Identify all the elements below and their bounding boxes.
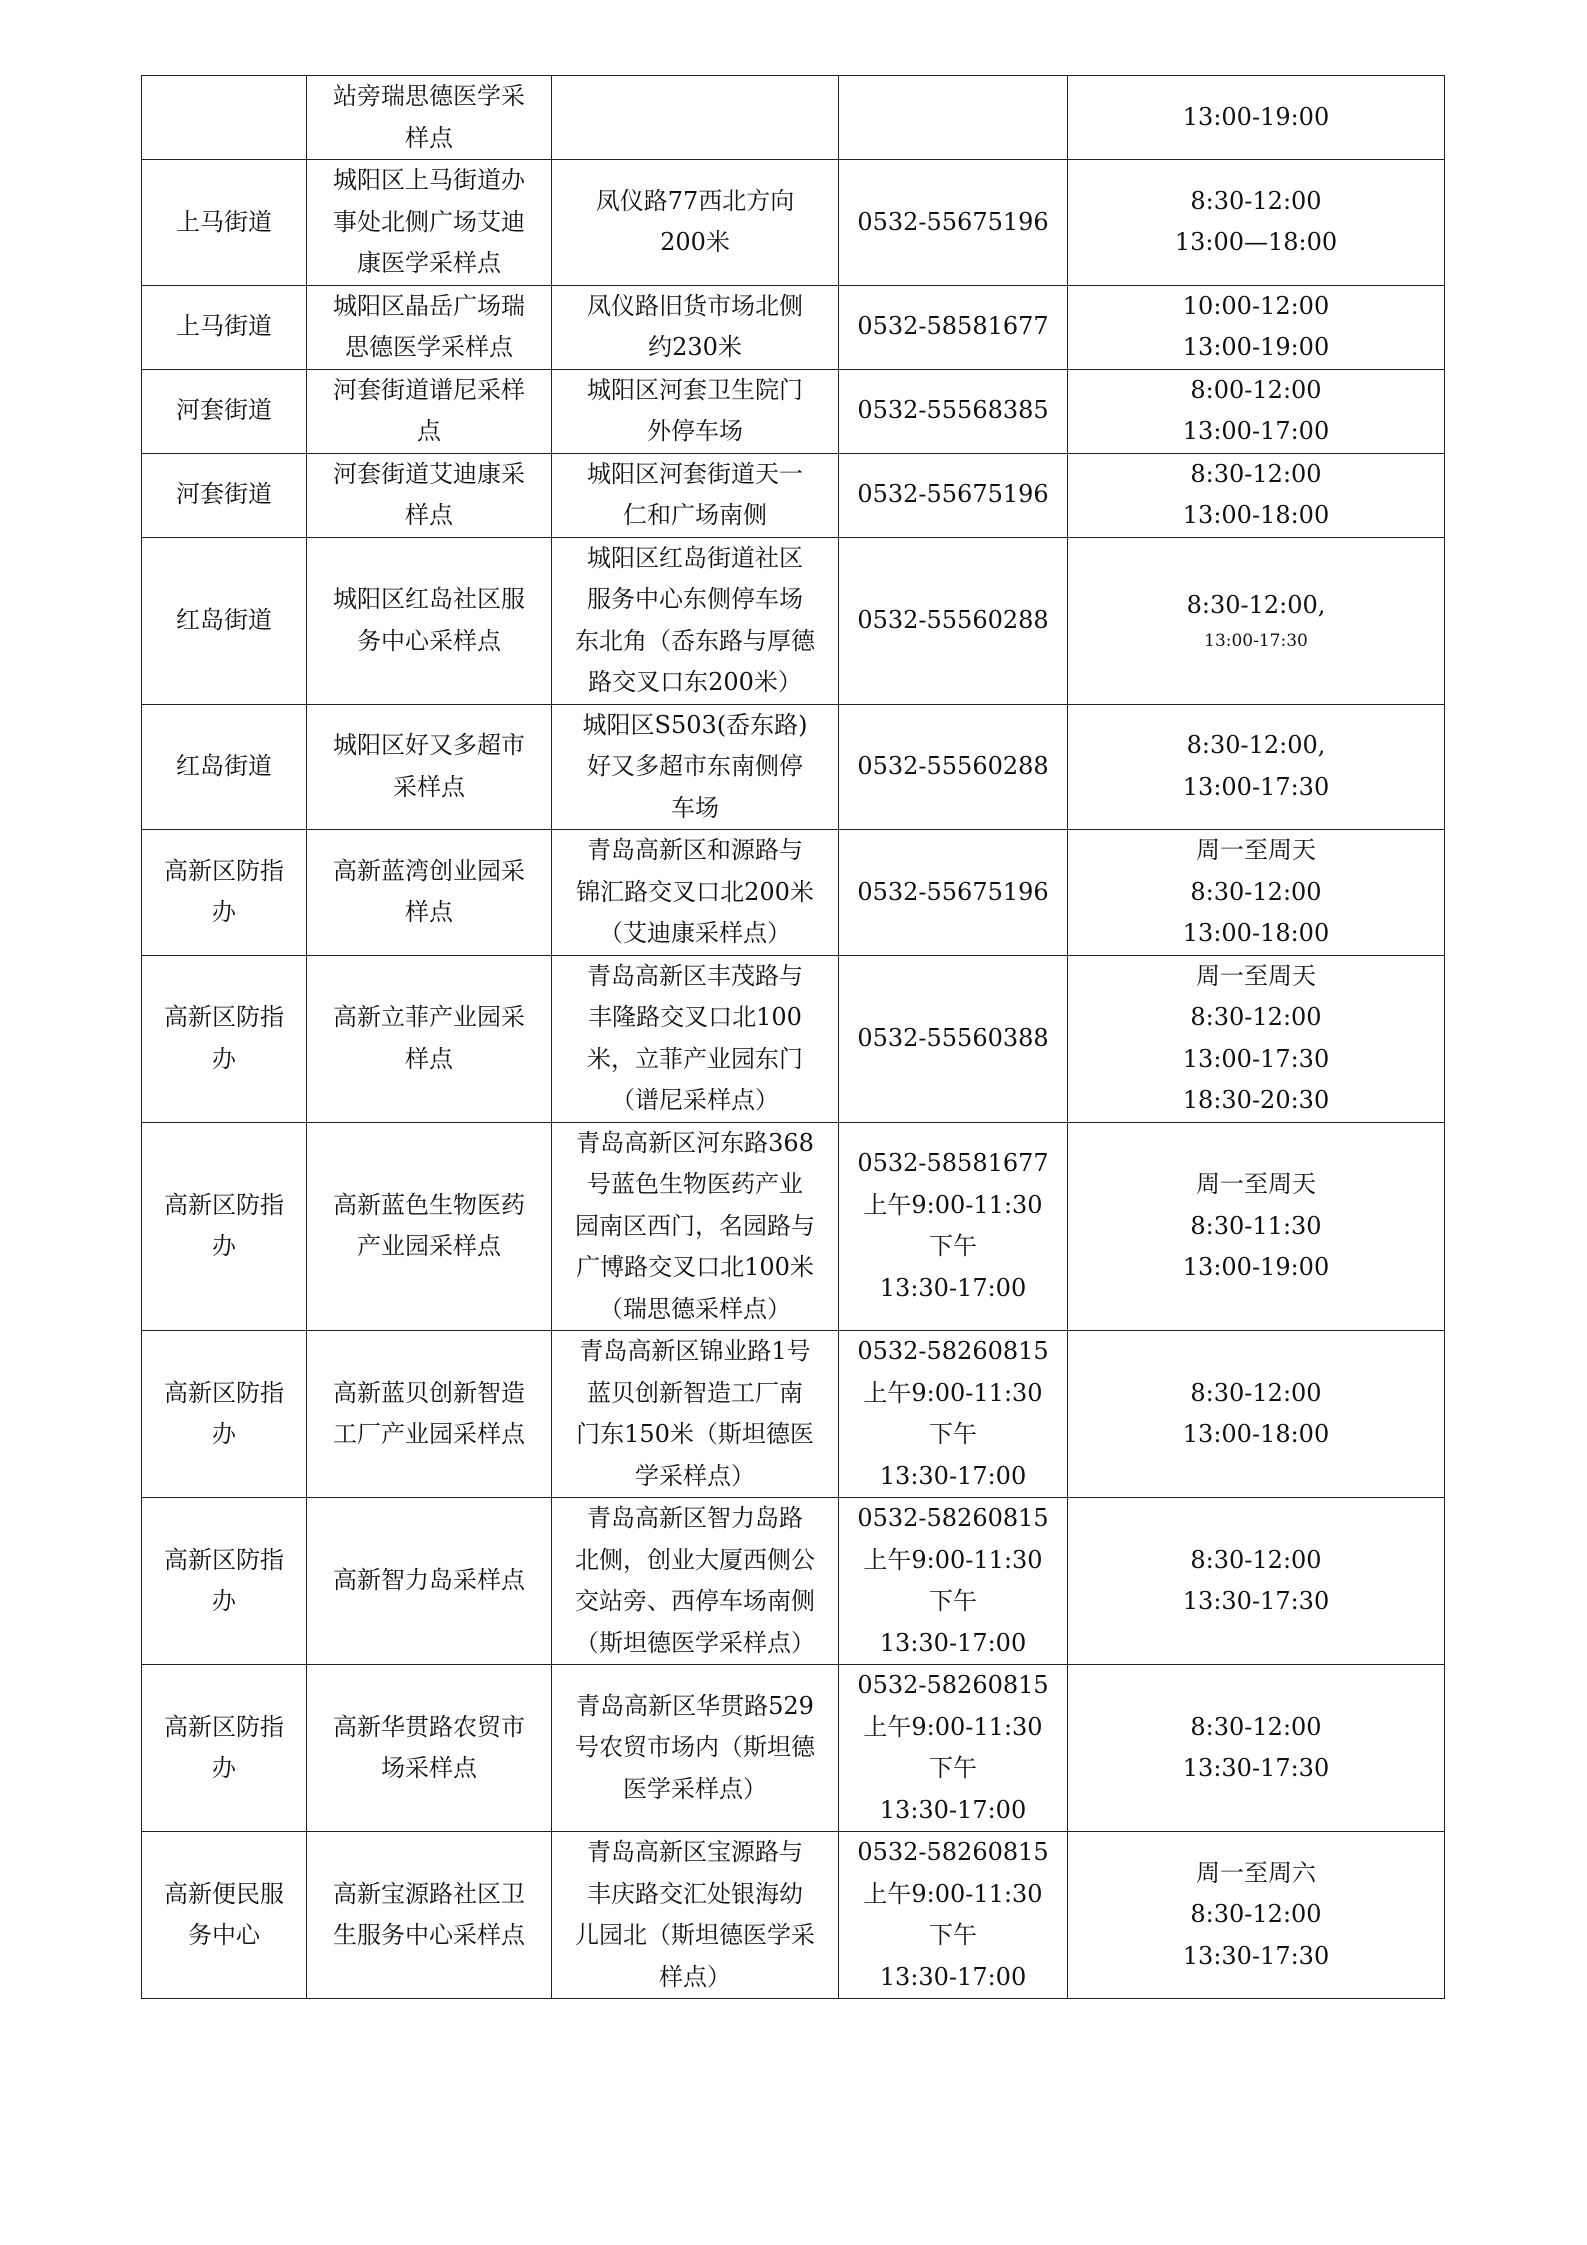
cell-line: 青岛高新区宝源路与 bbox=[587, 1838, 803, 1866]
site-name-cell bbox=[307, 1122, 552, 1331]
cell-line: 13:00-19:00 bbox=[1182, 1253, 1330, 1281]
hours-cell bbox=[1068, 160, 1445, 286]
cell-line: 车场 bbox=[671, 793, 719, 822]
phone-cell bbox=[839, 704, 1068, 830]
cell-line: 高新蓝色生物医药 bbox=[333, 1190, 525, 1219]
cell-line: 0532-58581677 bbox=[857, 1149, 1049, 1178]
cell-line: 高新区防指 bbox=[164, 856, 284, 885]
cell-line: 下午 bbox=[929, 1754, 977, 1782]
district-cell bbox=[142, 955, 307, 1122]
district-cell bbox=[142, 285, 307, 369]
cell-line: 0532-58260815 bbox=[857, 1337, 1049, 1365]
cell-line: 13:30-17:00 bbox=[879, 1628, 1027, 1657]
district-cell bbox=[142, 160, 307, 286]
cell-line: 周一至周六 bbox=[1196, 1858, 1316, 1887]
hours-cell bbox=[1068, 1122, 1445, 1331]
cell-line: 仁和广场南侧 bbox=[623, 501, 767, 529]
cell-line: 高新区防指 bbox=[164, 1545, 284, 1574]
site-name-cell bbox=[307, 453, 552, 537]
site-name-cell bbox=[307, 1498, 552, 1665]
cell-line: 康医学采样点 bbox=[357, 249, 501, 277]
address-cell bbox=[552, 1331, 839, 1498]
cell-line: 8:30-12:00 bbox=[1190, 877, 1322, 906]
cell-line: 0532-55568385 bbox=[857, 396, 1049, 425]
district-cell bbox=[142, 537, 307, 704]
cell-line: 上马街道 bbox=[176, 207, 272, 236]
cell-line: 高新蓝湾创业园采 bbox=[333, 856, 525, 885]
cell-line: 采样点 bbox=[393, 772, 465, 801]
cell-line: 13:30-17:30 bbox=[1182, 1941, 1330, 1970]
cell-line: 凤仪路77西北方向 bbox=[595, 186, 795, 215]
cell-line: 8:30-12:00 bbox=[1190, 1900, 1322, 1929]
district-cell bbox=[142, 1498, 307, 1665]
cell-line: 高新区防指 bbox=[164, 1190, 284, 1219]
cell-line: 200米 bbox=[660, 228, 730, 257]
cell-line: 务中心 bbox=[188, 1921, 260, 1949]
cell-line: 城阳区上马街道办 bbox=[333, 166, 525, 194]
cell-line: 广博路交叉口北100米 bbox=[576, 1253, 814, 1281]
cell-line: 办 bbox=[212, 1754, 236, 1782]
cell-line: 办 bbox=[212, 1420, 236, 1448]
cell-line: 0532-58260815 bbox=[857, 1504, 1049, 1532]
cell-line: 8:30-12:00 bbox=[1190, 459, 1322, 488]
district-cell bbox=[142, 704, 307, 830]
hours-cell bbox=[1068, 704, 1445, 830]
table-row bbox=[142, 1331, 1445, 1498]
cell-line: 城阳区好又多超市 bbox=[333, 731, 525, 760]
cell-line: 城阳区河套卫生院门 bbox=[587, 375, 803, 404]
cell-line: 路交叉口东200米） bbox=[588, 668, 802, 696]
phone-cell bbox=[839, 1665, 1068, 1832]
cell-line: 10:00-12:00 bbox=[1182, 291, 1330, 320]
hours-cell bbox=[1068, 830, 1445, 956]
address-cell bbox=[552, 160, 839, 286]
hours-cell bbox=[1068, 453, 1445, 537]
cell-line: 办 bbox=[212, 1232, 236, 1261]
cell-line: 高新智力岛采样点 bbox=[333, 1566, 525, 1595]
site-name-cell bbox=[307, 1665, 552, 1832]
cell-line: 13:00-18:00 bbox=[1182, 919, 1330, 947]
cell-line: （斯坦德医学采样点） bbox=[575, 1628, 815, 1657]
cell-line: 样点） bbox=[659, 1962, 731, 1991]
cell-line: 8:30-12:00, bbox=[1186, 590, 1326, 619]
hours-cell bbox=[1068, 1331, 1445, 1498]
hours-cell bbox=[1068, 1498, 1445, 1665]
cell-line: 13:00-17:30 bbox=[1204, 631, 1308, 652]
cell-line: 13:30-17:30 bbox=[1182, 1754, 1330, 1782]
phone-cell bbox=[839, 285, 1068, 369]
cell-line: 红岛街道 bbox=[176, 605, 272, 634]
sampling-sites-body bbox=[142, 76, 1445, 1999]
cell-line: 丰庆路交汇处银海幼 bbox=[587, 1879, 803, 1908]
phone-cell bbox=[839, 160, 1068, 286]
address-cell bbox=[552, 76, 839, 160]
cell-line: 青岛高新区丰茂路与 bbox=[587, 961, 803, 990]
phone-cell bbox=[839, 955, 1068, 1122]
cell-line: 8:00-12:00 bbox=[1190, 375, 1322, 404]
cell-line: 号蓝色生物医药产业 bbox=[587, 1170, 803, 1198]
cell-line: 下午 bbox=[929, 1232, 977, 1261]
site-name-cell bbox=[307, 285, 552, 369]
cell-line: 红岛街道 bbox=[176, 752, 272, 780]
table-row bbox=[142, 160, 1445, 286]
table-row bbox=[142, 285, 1445, 369]
cell-line: 高新便民服 bbox=[164, 1879, 284, 1908]
site-name-cell bbox=[307, 1331, 552, 1498]
phone-cell bbox=[839, 453, 1068, 537]
address-cell bbox=[552, 1498, 839, 1665]
cell-line: 产业园采样点 bbox=[357, 1232, 501, 1261]
cell-line: 8:30-12:00 bbox=[1190, 186, 1322, 215]
table-row bbox=[142, 453, 1445, 537]
cell-line: 生服务中心采样点 bbox=[333, 1921, 525, 1949]
phone-cell bbox=[839, 537, 1068, 704]
cell-line: 思德医学采样点 bbox=[345, 333, 513, 361]
phone-cell bbox=[839, 830, 1068, 956]
site-name-cell bbox=[307, 1832, 552, 1999]
cell-line: 门东150米（斯坦德医 bbox=[576, 1420, 814, 1448]
site-name-cell bbox=[307, 369, 552, 453]
address-cell bbox=[552, 285, 839, 369]
table-row bbox=[142, 1498, 1445, 1665]
cell-line: 锦汇路交叉口北200米 bbox=[576, 877, 814, 906]
cell-line: 办 bbox=[212, 898, 236, 927]
cell-line: 好又多超市东南侧停 bbox=[587, 752, 803, 780]
cell-line: 青岛高新区华贯路529 bbox=[576, 1691, 814, 1720]
cell-line: 办 bbox=[212, 1587, 236, 1615]
table-row bbox=[142, 537, 1445, 704]
site-name-cell bbox=[307, 955, 552, 1122]
cell-line: 样点 bbox=[405, 898, 453, 927]
site-name-cell bbox=[307, 830, 552, 956]
cell-line: 服务中心东侧停车场 bbox=[587, 585, 803, 613]
cell-line: 务中心采样点 bbox=[357, 626, 501, 655]
cell-line: 河套街道谱尼采样 bbox=[333, 375, 525, 404]
cell-line: 办 bbox=[212, 1044, 236, 1073]
cell-line: 13:30-17:00 bbox=[879, 1962, 1027, 1991]
district-cell bbox=[142, 369, 307, 453]
site-name-cell bbox=[307, 160, 552, 286]
district-cell bbox=[142, 76, 307, 160]
cell-line: 周一至周天 bbox=[1196, 1170, 1316, 1198]
cell-line: 高新华贯路农贸市 bbox=[333, 1712, 525, 1741]
hours-cell bbox=[1068, 955, 1445, 1122]
cell-line: 13:00-17:30 bbox=[1182, 772, 1330, 801]
cell-line: 青岛高新区河东路368 bbox=[576, 1128, 814, 1157]
cell-line: （谱尼采样点） bbox=[611, 1086, 779, 1114]
cell-line: 上午9:00-11:30 bbox=[863, 1712, 1043, 1741]
site-name-cell bbox=[307, 537, 552, 704]
address-cell bbox=[552, 369, 839, 453]
table-row bbox=[142, 1665, 1445, 1832]
table-row bbox=[142, 369, 1445, 453]
table-row bbox=[142, 76, 1445, 160]
cell-line: 8:30-12:00 bbox=[1190, 1378, 1322, 1407]
cell-line: 城阳区红岛社区服 bbox=[333, 585, 525, 613]
hours-cell bbox=[1068, 76, 1445, 160]
address-cell bbox=[552, 453, 839, 537]
phone-cell bbox=[839, 1122, 1068, 1331]
cell-line: 河套街道 bbox=[176, 480, 272, 509]
table-row bbox=[142, 1832, 1445, 1999]
site-name-cell bbox=[307, 76, 552, 160]
district-cell bbox=[142, 453, 307, 537]
cell-line: 上午9:00-11:30 bbox=[863, 1545, 1043, 1574]
cell-line: 13:00-18:00 bbox=[1182, 1420, 1330, 1448]
cell-line: 8:30-12:00 bbox=[1190, 1712, 1322, 1741]
cell-line: 东北角（岙东路与厚德 bbox=[575, 626, 815, 655]
cell-line: 园南区西门，名园路与 bbox=[575, 1211, 815, 1240]
address-cell bbox=[552, 537, 839, 704]
cell-line: 周一至周天 bbox=[1196, 836, 1316, 864]
cell-line: 13:00—18:00 bbox=[1174, 228, 1338, 257]
cell-line: 周一至周天 bbox=[1196, 961, 1316, 990]
cell-line: 0532-55560288 bbox=[857, 752, 1049, 780]
district-cell bbox=[142, 1832, 307, 1999]
cell-line: 儿园北（斯坦德医学采 bbox=[575, 1921, 815, 1949]
cell-line: 河套街道艾迪康采 bbox=[333, 459, 525, 488]
cell-line: 0532-55560388 bbox=[857, 1023, 1049, 1052]
cell-line: 13:00-19:00 bbox=[1182, 102, 1330, 131]
cell-line: 米，立菲产业园东门 bbox=[587, 1044, 803, 1073]
table-row bbox=[142, 704, 1445, 830]
cell-line: 蓝贝创新智造工厂南 bbox=[587, 1378, 803, 1407]
cell-line: 下午 bbox=[929, 1587, 977, 1615]
cell-line: 下午 bbox=[929, 1420, 977, 1448]
cell-line: 城阳区S503(岙东路) bbox=[582, 710, 808, 739]
cell-line: 站旁瑞思德医学采 bbox=[333, 82, 525, 110]
hours-cell bbox=[1068, 369, 1445, 453]
phone-cell bbox=[839, 76, 1068, 160]
address-cell bbox=[552, 1832, 839, 1999]
cell-line: 青岛高新区锦业路1号 bbox=[579, 1337, 811, 1365]
cell-line: 13:00-19:00 bbox=[1182, 333, 1330, 361]
table-row bbox=[142, 1122, 1445, 1331]
cell-line: 上午9:00-11:30 bbox=[863, 1879, 1043, 1908]
phone-cell bbox=[839, 1498, 1068, 1665]
cell-line: 0532-58260815 bbox=[857, 1671, 1049, 1699]
cell-line: 城阳区红岛街道社区 bbox=[587, 543, 803, 572]
cell-line: 上午9:00-11:30 bbox=[863, 1378, 1043, 1407]
cell-line: 13:30-17:00 bbox=[879, 1461, 1027, 1490]
district-cell bbox=[142, 1665, 307, 1832]
cell-line: 高新区防指 bbox=[164, 1003, 284, 1031]
cell-line: （瑞思德采样点） bbox=[599, 1294, 791, 1323]
cell-line: 约230米 bbox=[648, 333, 742, 361]
hours-cell bbox=[1068, 537, 1445, 704]
address-cell bbox=[552, 704, 839, 830]
cell-line: 场采样点 bbox=[381, 1754, 477, 1782]
cell-line: 18:30-20:30 bbox=[1182, 1086, 1330, 1114]
cell-line: 0532-55675196 bbox=[857, 480, 1049, 509]
cell-line: 北侧，创业大厦西侧公 bbox=[575, 1545, 815, 1574]
cell-line: 0532-55675196 bbox=[857, 207, 1049, 236]
cell-line: 工厂产业园采样点 bbox=[333, 1420, 525, 1448]
cell-line: 0532-55675196 bbox=[857, 877, 1049, 906]
cell-line: 高新区防指 bbox=[164, 1378, 284, 1407]
hours-cell bbox=[1068, 1665, 1445, 1832]
cell-line: 上马街道 bbox=[176, 312, 272, 341]
cell-line: 河套街道 bbox=[176, 396, 272, 425]
cell-line: 13:30-17:00 bbox=[879, 1273, 1027, 1302]
cell-line: 8:30-11:30 bbox=[1190, 1211, 1322, 1240]
cell-line: 样点 bbox=[405, 1044, 453, 1073]
hours-cell bbox=[1068, 285, 1445, 369]
cell-line: 高新立菲产业园采 bbox=[333, 1003, 525, 1031]
cell-line: 13:30-17:30 bbox=[1182, 1587, 1330, 1615]
cell-line: 13:00-17:00 bbox=[1182, 417, 1330, 445]
cell-line: 凤仪路旧货市场北侧 bbox=[587, 291, 803, 320]
district-cell bbox=[142, 830, 307, 956]
district-cell bbox=[142, 1331, 307, 1498]
cell-line: 交站旁、西停车场南侧 bbox=[575, 1587, 815, 1615]
district-cell bbox=[142, 1122, 307, 1331]
cell-line: 8:30-12:00 bbox=[1190, 1545, 1322, 1574]
cell-line: 上午9:00-11:30 bbox=[863, 1190, 1043, 1219]
cell-line: 事处北侧广场艾迪 bbox=[333, 207, 525, 236]
cell-line: 13:30-17:00 bbox=[879, 1795, 1027, 1824]
phone-cell bbox=[839, 1331, 1068, 1498]
cell-line: 青岛高新区和源路与 bbox=[587, 836, 803, 864]
table-row bbox=[142, 955, 1445, 1122]
address-cell bbox=[552, 955, 839, 1122]
sampling-sites-table bbox=[141, 75, 1445, 1999]
cell-line: 13:00-18:00 bbox=[1182, 501, 1330, 529]
address-cell bbox=[552, 830, 839, 956]
cell-line: 下午 bbox=[929, 1921, 977, 1949]
cell-line: 高新区防指 bbox=[164, 1712, 284, 1741]
cell-line: 0532-55560288 bbox=[857, 605, 1049, 634]
cell-line: 点 bbox=[417, 417, 441, 445]
phone-cell bbox=[839, 1832, 1068, 1999]
cell-line: 城阳区河套街道天一 bbox=[587, 459, 803, 488]
cell-line: 0532-58581677 bbox=[857, 312, 1049, 341]
address-cell bbox=[552, 1665, 839, 1832]
cell-line: 学采样点） bbox=[635, 1461, 755, 1490]
cell-line: 样点 bbox=[405, 123, 453, 152]
cell-line: 8:30-12:00, bbox=[1186, 731, 1326, 760]
cell-line: 号农贸市场内（斯坦德 bbox=[575, 1733, 815, 1762]
cell-line: 样点 bbox=[405, 501, 453, 529]
cell-line: 0532-58260815 bbox=[857, 1838, 1049, 1866]
phone-cell bbox=[839, 369, 1068, 453]
cell-line: 丰隆路交叉口北100 bbox=[588, 1003, 802, 1031]
address-cell bbox=[552, 1122, 839, 1331]
site-name-cell bbox=[307, 704, 552, 830]
cell-line: 青岛高新区智力岛路 bbox=[587, 1504, 803, 1532]
cell-line: 外停车场 bbox=[647, 417, 743, 445]
cell-line: 高新宝源路社区卫 bbox=[333, 1879, 525, 1908]
cell-line: 城阳区晶岳广场瑞 bbox=[333, 291, 525, 320]
cell-line: 8:30-12:00 bbox=[1190, 1003, 1322, 1031]
table-row bbox=[142, 830, 1445, 956]
cell-line: 医学采样点） bbox=[623, 1774, 767, 1803]
cell-line: （艾迪康采样点） bbox=[599, 919, 791, 947]
cell-line: 13:00-17:30 bbox=[1182, 1044, 1330, 1073]
cell-line: 高新蓝贝创新智造 bbox=[333, 1378, 525, 1407]
hours-cell bbox=[1068, 1832, 1445, 1999]
